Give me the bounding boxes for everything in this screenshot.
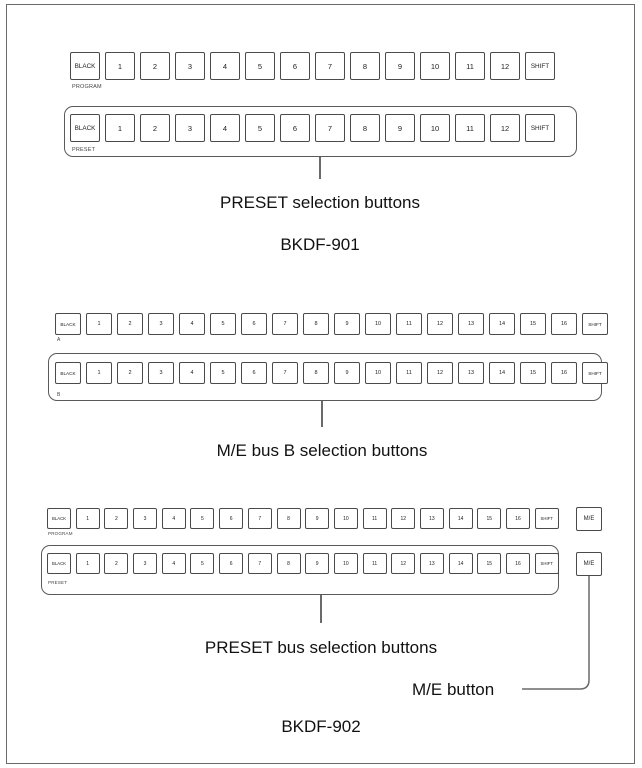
crosspoint-button-10: 10 xyxy=(420,114,450,142)
crosspoint-button-4: 4 xyxy=(162,553,186,574)
crosspoint-button-12: 12 xyxy=(427,313,453,335)
bkdf902-me-callout: M/E button xyxy=(412,680,495,699)
crosspoint-button-13: 13 xyxy=(458,362,484,384)
crosspoint-button-5: 5 xyxy=(210,313,236,335)
crosspoint-button-6: 6 xyxy=(241,313,267,335)
crosspoint-button-10: 10 xyxy=(420,52,450,80)
crosspoint-button-black: BLACK xyxy=(70,114,100,142)
bkdf902-preset-label: PRESET xyxy=(48,580,68,585)
crosspoint-button-4: 4 xyxy=(210,52,240,80)
crosspoint-button-9: 9 xyxy=(305,553,329,574)
crosspoint-button-14: 14 xyxy=(489,362,515,384)
bkdf902-model-label: BKDF-902 xyxy=(281,717,361,736)
crosspoint-button-black: BLACK xyxy=(47,508,71,529)
crosspoint-button-1: 1 xyxy=(105,114,135,142)
crosspoint-button-16: 16 xyxy=(506,553,530,574)
crosspoint-button-11: 11 xyxy=(363,508,387,529)
crosspoint-button-2: 2 xyxy=(140,52,170,80)
crosspoint-button-11: 11 xyxy=(363,553,387,574)
crosspoint-button-9: 9 xyxy=(385,52,415,80)
crosspoint-button-2: 2 xyxy=(117,362,143,384)
crosspoint-button-3: 3 xyxy=(133,508,157,529)
crosspoint-button-11: 11 xyxy=(455,114,485,142)
crosspoint-button-6: 6 xyxy=(219,553,243,574)
crosspoint-button-shift: SHIFT xyxy=(582,362,608,384)
crosspoint-button-shift: SHIFT xyxy=(525,52,555,80)
bkdf901-callout: PRESET selection buttons xyxy=(219,193,421,212)
crosspoint-button-2: 2 xyxy=(117,313,143,335)
bkdf902-me-button-top: M/E xyxy=(576,507,602,531)
crosspoint-button-1: 1 xyxy=(76,553,100,574)
crosspoint-button-14: 14 xyxy=(449,508,473,529)
crosspoint-button-6: 6 xyxy=(219,508,243,529)
crosspoint-button-6: 6 xyxy=(280,52,310,80)
crosspoint-button-shift: SHIFT xyxy=(535,553,559,574)
crosspoint-button-2: 2 xyxy=(104,508,128,529)
crosspoint-button-12: 12 xyxy=(427,362,453,384)
crosspoint-button-4: 4 xyxy=(162,508,186,529)
crosspoint-button-shift: SHIFT xyxy=(535,508,559,529)
crosspoint-button-12: 12 xyxy=(391,553,415,574)
crosspoint-button-1: 1 xyxy=(105,52,135,80)
bkdf901-model-label: BKDF-901 xyxy=(280,235,360,254)
crosspoint-button-7: 7 xyxy=(248,508,272,529)
me-bus-a-label: A xyxy=(57,337,61,343)
crosspoint-button-7: 7 xyxy=(315,52,345,80)
crosspoint-button-black: BLACK xyxy=(47,553,71,574)
crosspoint-button-16: 16 xyxy=(551,362,577,384)
me-bus-b-label: B xyxy=(57,392,61,398)
crosspoint-button-shift: SHIFT xyxy=(582,313,608,335)
crosspoint-button-8: 8 xyxy=(277,508,301,529)
crosspoint-button-3: 3 xyxy=(175,114,205,142)
crosspoint-button-9: 9 xyxy=(334,313,360,335)
crosspoint-button-5: 5 xyxy=(245,114,275,142)
crosspoint-button-12: 12 xyxy=(490,114,520,142)
crosspoint-button-13: 13 xyxy=(420,508,444,529)
crosspoint-button-black: BLACK xyxy=(70,52,100,80)
crosspoint-button-1: 1 xyxy=(86,362,112,384)
crosspoint-button-15: 15 xyxy=(477,553,501,574)
crosspoint-button-16: 16 xyxy=(551,313,577,335)
crosspoint-button-11: 11 xyxy=(396,362,422,384)
crosspoint-button-4: 4 xyxy=(210,114,240,142)
crosspoint-button-7: 7 xyxy=(248,553,272,574)
crosspoint-button-7: 7 xyxy=(315,114,345,142)
crosspoint-button-11: 11 xyxy=(455,52,485,80)
crosspoint-button-5: 5 xyxy=(210,362,236,384)
crosspoint-button-8: 8 xyxy=(350,114,380,142)
crosspoint-button-11: 11 xyxy=(396,313,422,335)
crosspoint-button-black: BLACK xyxy=(55,313,81,335)
crosspoint-button-8: 8 xyxy=(303,362,329,384)
crosspoint-button-10: 10 xyxy=(334,508,358,529)
crosspoint-button-16: 16 xyxy=(506,508,530,529)
crosspoint-button-13: 13 xyxy=(420,553,444,574)
crosspoint-button-9: 9 xyxy=(385,114,415,142)
crosspoint-button-3: 3 xyxy=(148,313,174,335)
crosspoint-button-7: 7 xyxy=(272,362,298,384)
crosspoint-button-8: 8 xyxy=(277,553,301,574)
bkdf902-program-label: PROGRAM xyxy=(48,531,73,536)
bkdf902-preset-callout: PRESET bus selection buttons xyxy=(204,638,438,657)
crosspoint-button-shift: SHIFT xyxy=(525,114,555,142)
crosspoint-button-15: 15 xyxy=(520,362,546,384)
crosspoint-button-6: 6 xyxy=(280,114,310,142)
crosspoint-button-15: 15 xyxy=(520,313,546,335)
crosspoint-button-3: 3 xyxy=(133,553,157,574)
crosspoint-button-9: 9 xyxy=(305,508,329,529)
crosspoint-button-7: 7 xyxy=(272,313,298,335)
crosspoint-button-5: 5 xyxy=(190,553,214,574)
crosspoint-button-5: 5 xyxy=(245,52,275,80)
crosspoint-button-1: 1 xyxy=(76,508,100,529)
crosspoint-button-14: 14 xyxy=(489,313,515,335)
crosspoint-button-12: 12 xyxy=(490,52,520,80)
crosspoint-button-4: 4 xyxy=(179,313,205,335)
crosspoint-button-2: 2 xyxy=(140,114,170,142)
crosspoint-button-6: 6 xyxy=(241,362,267,384)
crosspoint-button-2: 2 xyxy=(104,553,128,574)
crosspoint-button-3: 3 xyxy=(175,52,205,80)
crosspoint-button-15: 15 xyxy=(477,508,501,529)
crosspoint-button-14: 14 xyxy=(449,553,473,574)
crosspoint-button-10: 10 xyxy=(365,362,391,384)
crosspoint-button-12: 12 xyxy=(391,508,415,529)
crosspoint-button-4: 4 xyxy=(179,362,205,384)
crosspoint-button-8: 8 xyxy=(350,52,380,80)
bkdf901-program-label: PROGRAM xyxy=(72,84,102,90)
crosspoint-button-8: 8 xyxy=(303,313,329,335)
crosspoint-button-13: 13 xyxy=(458,313,484,335)
crosspoint-button-10: 10 xyxy=(365,313,391,335)
me-bus-callout: M/E bus B selection buttons xyxy=(216,441,428,460)
bkdf901-preset-label: PRESET xyxy=(72,147,96,153)
crosspoint-button-9: 9 xyxy=(334,362,360,384)
crosspoint-button-black: BLACK xyxy=(55,362,81,384)
crosspoint-button-3: 3 xyxy=(148,362,174,384)
bkdf902-me-button-bottom: M/E xyxy=(576,552,602,576)
crosspoint-button-10: 10 xyxy=(334,553,358,574)
crosspoint-button-5: 5 xyxy=(190,508,214,529)
crosspoint-button-1: 1 xyxy=(86,313,112,335)
